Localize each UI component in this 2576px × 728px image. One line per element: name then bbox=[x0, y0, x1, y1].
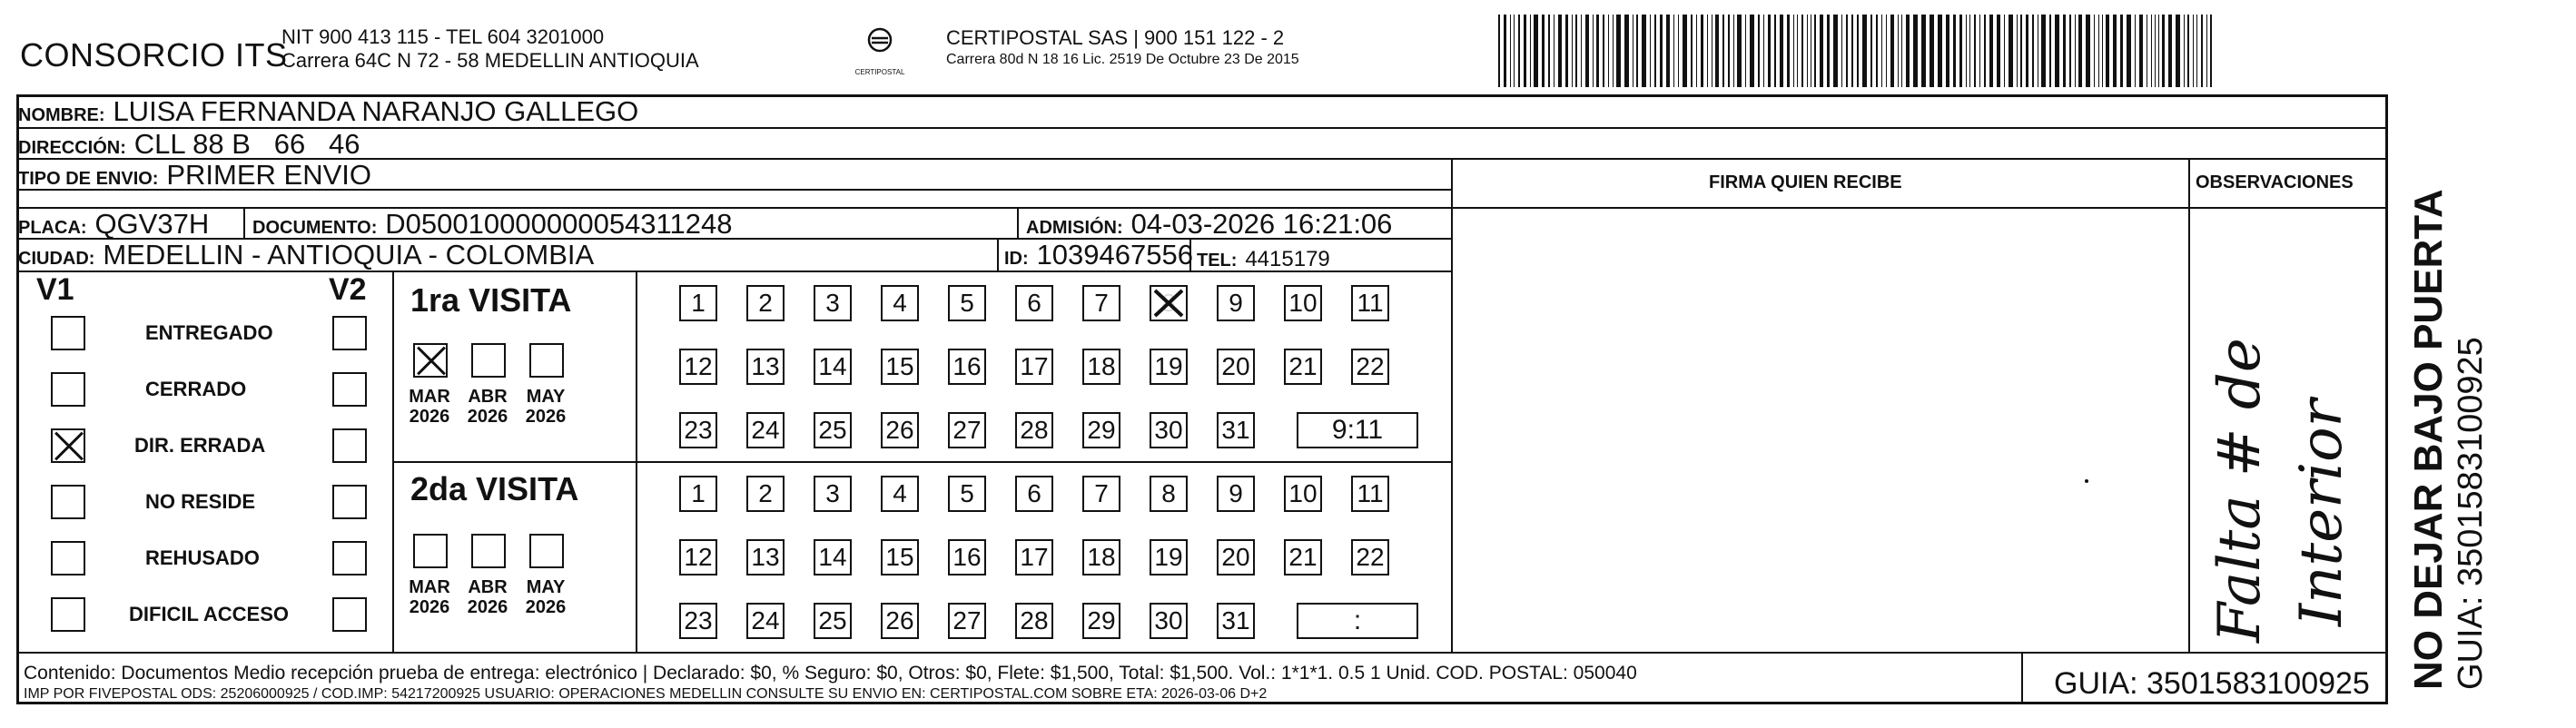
field-tel: TEL: 4415179 bbox=[1197, 247, 1330, 271]
visit2-day-box[interactable]: 4 bbox=[881, 476, 919, 512]
field-ciudad: CIUDAD: MEDELLIN - ANTIOQUIA - COLOMBIA bbox=[18, 239, 595, 271]
footer-guia: GUIA: 3501583100925 bbox=[2054, 666, 2370, 701]
barcode-bar bbox=[2032, 15, 2034, 87]
barcode-bar bbox=[2206, 15, 2207, 87]
barcode-bar bbox=[1593, 15, 1594, 87]
handwritten-observation-1: Falta # de bbox=[2206, 338, 2274, 643]
barcode-bar bbox=[2210, 15, 2212, 87]
visit2-day-box[interactable]: 31 bbox=[1217, 603, 1255, 639]
visit2-month bbox=[460, 577, 515, 617]
barcode-bar bbox=[1707, 15, 1708, 87]
barcode-bar bbox=[2168, 15, 2172, 87]
side-warning bbox=[2406, 189, 2491, 690]
footer-content-line: Contenido: Documentos Medio recepción prueba de entrega: electrónico | Declarado: $0, % Seguro: $0, Otros: $0, Flete: $1,500, Total: $1,500. Vol.: 1*1*1. 0.5 1 Unid. COD. POSTAL: 050040 bbox=[24, 663, 1637, 684]
visit2-day-box[interactable]: 13 bbox=[746, 539, 785, 576]
visit2-day-box[interactable]: 28 bbox=[1015, 603, 1053, 639]
column-divider bbox=[2188, 158, 2190, 652]
field-nombre: NOMBRE: LUISA FERNANDA NARANJO GALLEGO bbox=[18, 95, 639, 127]
visit1-title: 1ra VISITA bbox=[410, 281, 572, 319]
visit2-day-box[interactable]: 3 bbox=[814, 476, 852, 512]
visit1-day-box[interactable]: 26 bbox=[881, 412, 919, 448]
visit2-day-box[interactable]: 18 bbox=[1082, 539, 1120, 576]
barcode-bar bbox=[1510, 15, 1511, 87]
barcode-bar bbox=[1608, 15, 1609, 87]
nombre-value: LUISA FERNANDA NARANJO GALLEGO bbox=[113, 95, 639, 127]
barcode-bar bbox=[1801, 15, 1803, 87]
visit1-day-box[interactable]: 30 bbox=[1150, 412, 1188, 448]
barcode-bar bbox=[2094, 15, 2095, 87]
visit2-day-box[interactable]: 10 bbox=[1284, 476, 1322, 512]
visit1-day-box[interactable]: 16 bbox=[948, 349, 986, 385]
handwritten-observation-2: Interior bbox=[2288, 398, 2355, 626]
barcode-bar bbox=[2069, 15, 2071, 87]
barcode-bar bbox=[1870, 15, 1872, 87]
barcode-bar bbox=[1654, 15, 1656, 87]
visit1-month-checkbox[interactable] bbox=[413, 343, 448, 378]
barcode-bar bbox=[1886, 15, 1887, 87]
barcode-bar bbox=[1678, 15, 1679, 87]
footer-print-line: IMP POR FIVEPOSTAL ODS: 25206000925 / COD.IMP: 54217200925 USUARIO: OPERACIONES MEDELLIN CONSULTE SU ENVIO EN: CERTIPOSTAL.COM SOBRE ETA: 2026-03-06 D+2 bbox=[24, 686, 1268, 702]
status-v1-checkbox[interactable] bbox=[51, 316, 85, 350]
visit1-month bbox=[460, 387, 515, 427]
observaciones-header: OBSERVACIONES bbox=[2196, 172, 2354, 192]
placa-value: QGV37H bbox=[94, 208, 210, 240]
barcode-bar bbox=[1901, 15, 1902, 87]
visit2-day-box[interactable]: 29 bbox=[1082, 603, 1120, 639]
barcode-bar bbox=[2184, 15, 2185, 87]
visit1-day-box[interactable]: 23 bbox=[679, 412, 717, 448]
visit1-day-box[interactable]: 20 bbox=[1217, 349, 1255, 385]
barcode-bar bbox=[1814, 15, 1816, 87]
ciudad-value: MEDELLIN - ANTIOQUIA - COLOMBIA bbox=[103, 239, 595, 271]
visit2-month bbox=[518, 577, 573, 617]
barcode-bar bbox=[2155, 15, 2156, 87]
visit1-day-box[interactable]: 14 bbox=[814, 349, 852, 385]
row-divider bbox=[16, 271, 1451, 272]
status-v1-checkbox[interactable] bbox=[51, 372, 85, 407]
visit1-day-box[interactable]: 10 bbox=[1284, 285, 1322, 321]
visit1-day-box[interactable]: 15 bbox=[881, 349, 919, 385]
status-label: DIR. ERRADA bbox=[134, 434, 266, 457]
visit1-day-box[interactable]: 9 bbox=[1217, 285, 1255, 321]
barcode-bar bbox=[1969, 15, 1970, 87]
barcode-bar bbox=[1984, 15, 1986, 87]
visit1-day-box[interactable] bbox=[1150, 285, 1188, 321]
status-v2-checkbox[interactable] bbox=[332, 428, 367, 463]
visit2-day-box[interactable]: 12 bbox=[679, 539, 717, 576]
visit2-day-box[interactable]: 30 bbox=[1150, 603, 1188, 639]
barcode-bar bbox=[2187, 15, 2189, 87]
barcode-bar bbox=[1989, 15, 1993, 87]
v2-header: V2 bbox=[329, 272, 367, 307]
day-number: 8 bbox=[1161, 289, 1176, 317]
delivery-form bbox=[16, 94, 2388, 704]
field-id: ID: 1039467556 bbox=[1004, 239, 1193, 271]
footer-column-divider bbox=[2021, 652, 2023, 704]
barcode-bar bbox=[2176, 15, 2180, 87]
barcode-bar bbox=[1890, 15, 1894, 87]
company-nit: NIT 900 413 115 - TEL 604 3201000 bbox=[281, 25, 605, 48]
barcode-bar bbox=[2041, 15, 2046, 87]
barcode-bar bbox=[2106, 15, 2109, 87]
visit1-day-box[interactable]: 2 bbox=[746, 285, 785, 321]
barcode-bar bbox=[1763, 15, 1764, 87]
status-v2-checkbox[interactable] bbox=[332, 316, 367, 350]
barcode-bar bbox=[1542, 15, 1545, 87]
visit2-time-box[interactable]: : bbox=[1297, 603, 1418, 639]
barcode-bar bbox=[1673, 15, 1674, 87]
barcode-bar bbox=[2055, 15, 2059, 87]
visit2-month-label: ABR bbox=[468, 577, 508, 597]
visit2-title: 2da VISITA bbox=[410, 470, 579, 507]
barcode-bar bbox=[1581, 15, 1582, 87]
visit1-day-box[interactable]: 7 bbox=[1082, 285, 1120, 321]
visit2-day-box[interactable]: 17 bbox=[1015, 539, 1053, 576]
barcode-bar bbox=[1807, 15, 1808, 87]
visit1-month-label: MAY bbox=[526, 387, 566, 407]
barcode-bar bbox=[1728, 15, 1730, 87]
id-value: 1039467556 bbox=[1036, 239, 1193, 271]
barcode-bar bbox=[2196, 15, 2197, 87]
visit2-day-box[interactable]: 22 bbox=[1351, 539, 1389, 576]
barcode-bar bbox=[2026, 15, 2028, 87]
visit1-day-box[interactable]: 4 bbox=[881, 285, 919, 321]
visit1-day-box[interactable]: 21 bbox=[1284, 349, 1322, 385]
barcode-bar bbox=[2102, 15, 2103, 87]
visit1-day-box[interactable]: 19 bbox=[1150, 349, 1188, 385]
barcode-bar bbox=[2135, 15, 2136, 87]
visit2-month-checkbox[interactable] bbox=[471, 534, 506, 568]
barcode-bar bbox=[1997, 15, 2000, 87]
barcode-bar bbox=[1691, 15, 1693, 87]
visit2-day-box[interactable]: 23 bbox=[679, 603, 717, 639]
visit2-month-label: MAR bbox=[409, 577, 450, 597]
barcode-bar bbox=[1745, 15, 1746, 87]
company-address: Carrera 64C N 72 - 58 MEDELLIN ANTIOQUIA bbox=[281, 49, 699, 72]
visit1-day-box[interactable]: 11 bbox=[1351, 285, 1389, 321]
barcode-bar bbox=[2075, 15, 2076, 87]
barcode-bar bbox=[1851, 15, 1853, 87]
barcode-bar bbox=[1750, 15, 1754, 87]
barcode-bar bbox=[2086, 15, 2090, 87]
visit2-day-box[interactable]: 24 bbox=[746, 603, 785, 639]
barcode-bar bbox=[1722, 15, 1724, 87]
visit1-day-box[interactable]: 27 bbox=[948, 412, 986, 448]
barcode-bar bbox=[1642, 15, 1646, 87]
barcode-bar bbox=[1683, 15, 1687, 87]
barcode-bar bbox=[1534, 15, 1538, 87]
visit1-day-box[interactable]: 25 bbox=[814, 412, 852, 448]
barcode-bar bbox=[1518, 15, 1520, 87]
logo-caption: CERTIPOSTAL bbox=[854, 68, 905, 76]
barcode-bar bbox=[1921, 15, 1926, 87]
status-v1-checkbox[interactable] bbox=[51, 485, 85, 519]
visit1-day-box[interactable]: 5 bbox=[948, 285, 986, 321]
visit2-month-label: MAY bbox=[526, 577, 566, 597]
barcode-bar bbox=[1616, 15, 1621, 87]
barcode-bar bbox=[1946, 15, 1949, 87]
visit2-year-label: 2026 bbox=[467, 597, 508, 617]
barcode-bar bbox=[1979, 15, 1980, 87]
barcode-bar bbox=[1596, 15, 1599, 87]
visit2-day-box[interactable]: 26 bbox=[881, 603, 919, 639]
visit1-day-box[interactable]: 31 bbox=[1217, 412, 1255, 448]
visit2-day-box[interactable]: 15 bbox=[881, 539, 919, 576]
status-v2-checkbox[interactable] bbox=[332, 541, 367, 576]
status-label: REHUSADO bbox=[145, 546, 260, 569]
visit1-day-box[interactable]: 17 bbox=[1015, 349, 1053, 385]
status-label: CERRADO bbox=[145, 378, 247, 400]
barcode-bar bbox=[2008, 15, 2013, 87]
visit1-day-box[interactable]: 22 bbox=[1351, 349, 1389, 385]
barcode-bar bbox=[2098, 15, 2099, 87]
barcode-bar bbox=[1906, 15, 1910, 87]
field-admision: ADMISIÓN: 04-03-2026 16:21:06 bbox=[1026, 208, 1393, 240]
v1-header: V1 bbox=[36, 272, 74, 307]
barcode-bar bbox=[1701, 15, 1703, 87]
barcode bbox=[1498, 15, 2216, 87]
barcode-bar bbox=[1650, 15, 1651, 87]
barcode-bar bbox=[1938, 15, 1942, 87]
visit2-day-box[interactable]: 11 bbox=[1351, 476, 1389, 512]
barcode-bar bbox=[1575, 15, 1577, 87]
barcode-bar bbox=[1624, 15, 1629, 87]
barcode-bar bbox=[2151, 15, 2152, 87]
barcode-bar bbox=[2004, 15, 2005, 87]
visit2-day-box[interactable]: 19 bbox=[1150, 539, 1188, 576]
visit1-month bbox=[518, 387, 573, 427]
barcode-bar bbox=[1666, 15, 1670, 87]
barcode-bar bbox=[1660, 15, 1663, 87]
status-label: ENTREGADO bbox=[145, 321, 273, 344]
barcode-bar bbox=[1504, 15, 1506, 87]
barcode-bar bbox=[1780, 15, 1783, 87]
barcode-bar bbox=[2078, 15, 2082, 87]
barcode-bar bbox=[2193, 15, 2194, 87]
barcode-bar bbox=[1930, 15, 1934, 87]
barcode-bar bbox=[1585, 15, 1589, 87]
certipostal-logo bbox=[854, 27, 906, 76]
field-direccion: DIRECCIÓN: CLL 88 B 66 46 bbox=[18, 128, 360, 160]
barcode-bar bbox=[1974, 15, 1976, 87]
barcode-bar bbox=[2120, 15, 2123, 87]
tel-value: 4415179 bbox=[1245, 247, 1330, 271]
visit2-day-box[interactable]: 8 bbox=[1150, 476, 1188, 512]
certipostal-details bbox=[946, 27, 1299, 71]
visit1-day-box[interactable]: 29 bbox=[1082, 412, 1120, 448]
visit1-month-checkbox[interactable] bbox=[471, 343, 506, 378]
visit2-month bbox=[402, 577, 457, 617]
visit1-day-box[interactable]: 1 bbox=[679, 285, 717, 321]
visit1-month-label: ABR bbox=[468, 387, 508, 407]
status-v1-checkbox[interactable] bbox=[51, 428, 85, 463]
barcode-bar bbox=[1613, 15, 1614, 87]
visit1-year-label: 2026 bbox=[409, 407, 450, 427]
barcode-bar bbox=[1737, 15, 1742, 87]
visit1-time-box[interactable]: 9:11 bbox=[1297, 412, 1418, 448]
barcode-bar bbox=[2049, 15, 2051, 87]
barcode-bar bbox=[1514, 15, 1515, 87]
barcode-bar bbox=[2139, 15, 2143, 87]
barcode-bar bbox=[1913, 15, 1918, 87]
barcode-bar bbox=[1876, 15, 1878, 87]
visit1-month-label: MAR bbox=[409, 387, 450, 407]
barcode-bar bbox=[2113, 15, 2117, 87]
barcode-bar bbox=[1548, 15, 1550, 87]
side-guia: GUIA: 3501583100925 bbox=[2452, 337, 2490, 690]
visit2-year-label: 2026 bbox=[525, 597, 567, 617]
barcode-bar bbox=[2020, 15, 2022, 87]
certipostal-license: Carrera 80d N 18 16 Lic. 2519 De Octubre 23 De 2015 bbox=[946, 52, 1299, 67]
barcode-bar bbox=[1636, 15, 1638, 87]
barcode-bar bbox=[1862, 15, 1867, 87]
column-divider bbox=[243, 207, 245, 238]
direccion-value: CLL 88 B 66 46 bbox=[133, 128, 360, 160]
barcode-bar bbox=[2127, 15, 2131, 87]
visit-divider bbox=[392, 461, 1451, 463]
visit2-month-checkbox[interactable] bbox=[413, 534, 448, 568]
visit1-day-box[interactable]: 6 bbox=[1015, 285, 1053, 321]
barcode-bar bbox=[1787, 15, 1790, 87]
barcode-bar bbox=[1959, 15, 1962, 87]
barcode-bar bbox=[1846, 15, 1848, 87]
barcode-bar bbox=[1793, 15, 1794, 87]
visit2-day-box[interactable]: 2 bbox=[746, 476, 785, 512]
footer-divider bbox=[16, 652, 2388, 654]
visit2-day-box[interactable]: 20 bbox=[1217, 539, 1255, 576]
barcode-bar bbox=[2017, 15, 2018, 87]
barcode-bar bbox=[2162, 15, 2165, 87]
visit1-month bbox=[402, 387, 457, 427]
visit2-day-box[interactable]: 25 bbox=[814, 603, 852, 639]
visit1-day-box[interactable]: 24 bbox=[746, 412, 785, 448]
barcode-bar bbox=[1827, 15, 1830, 87]
barcode-bar bbox=[1696, 15, 1697, 87]
visit2-day-box[interactable]: 6 bbox=[1015, 476, 1053, 512]
barcode-bar bbox=[1833, 15, 1838, 87]
barcode-bar bbox=[1558, 15, 1562, 87]
column-divider bbox=[1017, 207, 1019, 238]
visit2-day-box[interactable]: 1 bbox=[679, 476, 717, 512]
visit1-year-label: 2026 bbox=[525, 407, 567, 427]
field-placa: PLACA: QGV37H bbox=[18, 208, 210, 240]
barcode-bar bbox=[1857, 15, 1859, 87]
status-label: NO RESIDE bbox=[145, 490, 256, 513]
side-warning-title: NO DEJAR BAJO PUERTA bbox=[2406, 189, 2451, 690]
barcode-bar bbox=[1841, 15, 1842, 87]
certipostal-name: CERTIPOSTAL SAS | 900 151 122 - 2 bbox=[946, 26, 1285, 49]
certipostal-logo-icon bbox=[854, 27, 906, 64]
visit2-day-box[interactable]: 14 bbox=[814, 539, 852, 576]
barcode-bar bbox=[1603, 15, 1604, 87]
status-v2-checkbox[interactable] bbox=[332, 485, 367, 519]
visit1-day-box[interactable]: 28 bbox=[1015, 412, 1053, 448]
row-divider bbox=[16, 127, 2388, 129]
field-tipo-envio: TIPO DE ENVIO: PRIMER ENVIO bbox=[18, 159, 372, 191]
barcode-bar bbox=[1898, 15, 1899, 87]
visit2-day-box[interactable]: 27 bbox=[948, 603, 986, 639]
barcode-bar bbox=[1881, 15, 1882, 87]
visit2-day-box[interactable]: 21 bbox=[1284, 539, 1322, 576]
visit1-day-box[interactable]: 12 bbox=[679, 349, 717, 385]
visit2-day-box[interactable]: 9 bbox=[1217, 476, 1255, 512]
status-v2-checkbox[interactable] bbox=[332, 597, 367, 632]
visit1-day-box[interactable]: 3 bbox=[814, 285, 852, 321]
barcode-bar bbox=[1966, 15, 1967, 87]
barcode-bar bbox=[2201, 15, 2203, 87]
barcode-bar bbox=[2063, 15, 2066, 87]
visit1-day-box[interactable]: 13 bbox=[746, 349, 785, 385]
visit1-day-box[interactable]: 18 bbox=[1082, 349, 1120, 385]
barcode-bar bbox=[1530, 15, 1531, 87]
tipo-value: PRIMER ENVIO bbox=[166, 159, 372, 191]
visit1-month-checkbox[interactable] bbox=[529, 343, 564, 378]
barcode-bar bbox=[1572, 15, 1573, 87]
field-documento: DOCUMENTO: D050010000000054311248 bbox=[252, 208, 733, 240]
barcode-bar bbox=[1524, 15, 1526, 87]
status-label: DIFICIL ACCESO bbox=[129, 603, 290, 625]
status-v2-checkbox[interactable] bbox=[332, 372, 367, 407]
documento-value: D050010000000054311248 bbox=[385, 208, 733, 240]
visit1-year-label: 2026 bbox=[467, 407, 508, 427]
column-divider bbox=[997, 238, 999, 271]
barcode-bar bbox=[1953, 15, 1956, 87]
company-details bbox=[281, 25, 699, 73]
row-divider bbox=[16, 158, 2388, 160]
barcode-bar bbox=[1498, 15, 1500, 87]
company-name: CONSORCIO ITS bbox=[20, 36, 288, 74]
barcode-bar bbox=[1820, 15, 1823, 87]
visit2-day-box[interactable]: 5 bbox=[948, 476, 986, 512]
barcode-bar bbox=[1715, 15, 1719, 87]
barcode-bar bbox=[1758, 15, 1760, 87]
barcode-bar bbox=[1768, 15, 1771, 87]
visit2-year-label: 2026 bbox=[409, 597, 450, 617]
firma-header: FIRMA QUIEN RECIBE bbox=[1709, 172, 1902, 192]
column-divider bbox=[1451, 158, 1453, 652]
visit2-month-checkbox[interactable] bbox=[529, 534, 564, 568]
barcode-bar bbox=[1565, 15, 1568, 87]
barcode-bar bbox=[1774, 15, 1776, 87]
status-v1-checkbox[interactable] bbox=[51, 541, 85, 576]
admision-value: 04-03-2026 16:21:06 bbox=[1130, 208, 1393, 240]
visit2-day-box[interactable]: 16 bbox=[948, 539, 986, 576]
visit2-day-box[interactable]: 7 bbox=[1082, 476, 1120, 512]
barcode-bar bbox=[1797, 15, 1798, 87]
status-v1-checkbox[interactable] bbox=[51, 597, 85, 632]
barcode-bar bbox=[1733, 15, 1734, 87]
barcode-bar bbox=[2158, 15, 2159, 87]
signature-dot bbox=[2085, 479, 2088, 483]
